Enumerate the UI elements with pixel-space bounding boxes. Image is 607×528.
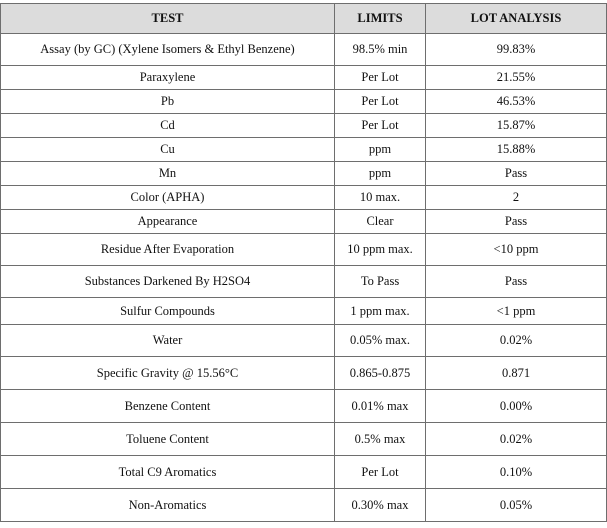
cell-test: Assay (by GC) (Xylene Isomers & Ethyl Benzene): [1, 34, 335, 66]
cell-test: Specific Gravity @ 15.56°C: [1, 357, 335, 390]
cell-test: Cu: [1, 138, 335, 162]
table-row: [1, 325, 607, 357]
cell-result: Pass: [426, 210, 607, 234]
header-lot-analysis: LOT ANALYSIS: [426, 4, 607, 34]
cell-test: Toluene Content: [1, 423, 335, 456]
cell-limit: 0.30% max: [335, 489, 426, 522]
table-row: [1, 423, 607, 456]
cell-test: Non-Aromatics: [1, 489, 335, 522]
cell-limit: 0.01% max: [335, 390, 426, 423]
cell-limit: 0.5% max: [335, 423, 426, 456]
cell-result: 0.10%: [426, 456, 607, 489]
cell-test: Paraxylene: [1, 66, 335, 90]
table-row: [1, 489, 607, 522]
cell-result: Pass: [426, 266, 607, 298]
table-header: [1, 4, 607, 34]
table-row: [1, 186, 607, 210]
cell-result: 2: [426, 186, 607, 210]
cell-limit: To Pass: [335, 266, 426, 298]
table-row: [1, 34, 607, 66]
table-row: [1, 210, 607, 234]
cell-result: 0.02%: [426, 325, 607, 357]
table-row: [1, 66, 607, 90]
cell-test: Color (APHA): [1, 186, 335, 210]
cell-limit: 10 ppm max.: [335, 234, 426, 266]
table-row: [1, 162, 607, 186]
cell-limit: 10 max.: [335, 186, 426, 210]
header-test: TEST: [1, 4, 335, 34]
cell-limit: 0.865-0.875: [335, 357, 426, 390]
cell-test: Cd: [1, 114, 335, 138]
cell-result: 0.871: [426, 357, 607, 390]
cell-limit: Per Lot: [335, 456, 426, 489]
table-row: [1, 90, 607, 114]
cell-result: Pass: [426, 162, 607, 186]
cell-test: Total C9 Aromatics: [1, 456, 335, 489]
table-row: [1, 456, 607, 489]
cell-test: Appearance: [1, 210, 335, 234]
cell-limit: ppm: [335, 162, 426, 186]
cell-result: 0.05%: [426, 489, 607, 522]
table-row: [1, 390, 607, 423]
cell-test: Water: [1, 325, 335, 357]
cell-test: Sulfur Compounds: [1, 298, 335, 325]
header-row: [1, 4, 607, 34]
cell-result: 15.88%: [426, 138, 607, 162]
specification-table: [0, 3, 607, 522]
table-body: [1, 34, 607, 522]
table-row: [1, 114, 607, 138]
cell-result: 99.83%: [426, 34, 607, 66]
cell-test: Benzene Content: [1, 390, 335, 423]
table-row: [1, 357, 607, 390]
cell-result: <10 ppm: [426, 234, 607, 266]
cell-limit: 0.05% max.: [335, 325, 426, 357]
cell-test: Residue After Evaporation: [1, 234, 335, 266]
cell-result: 0.02%: [426, 423, 607, 456]
header-limits: LIMITS: [335, 4, 426, 34]
table-row: [1, 234, 607, 266]
cell-limit: Per Lot: [335, 90, 426, 114]
cell-result: 0.00%: [426, 390, 607, 423]
cell-result: <1 ppm: [426, 298, 607, 325]
table-row: [1, 266, 607, 298]
cell-test: Substances Darkened By H2SO4: [1, 266, 335, 298]
cell-result: 46.53%: [426, 90, 607, 114]
cell-limit: 98.5% min: [335, 34, 426, 66]
cell-limit: Clear: [335, 210, 426, 234]
cell-limit: 1 ppm max.: [335, 298, 426, 325]
cell-limit: Per Lot: [335, 114, 426, 138]
cell-limit: Per Lot: [335, 66, 426, 90]
cell-test: Pb: [1, 90, 335, 114]
cell-result: 15.87%: [426, 114, 607, 138]
cell-result: 21.55%: [426, 66, 607, 90]
cell-limit: ppm: [335, 138, 426, 162]
cell-test: Mn: [1, 162, 335, 186]
table-row: [1, 298, 607, 325]
table-row: [1, 138, 607, 162]
